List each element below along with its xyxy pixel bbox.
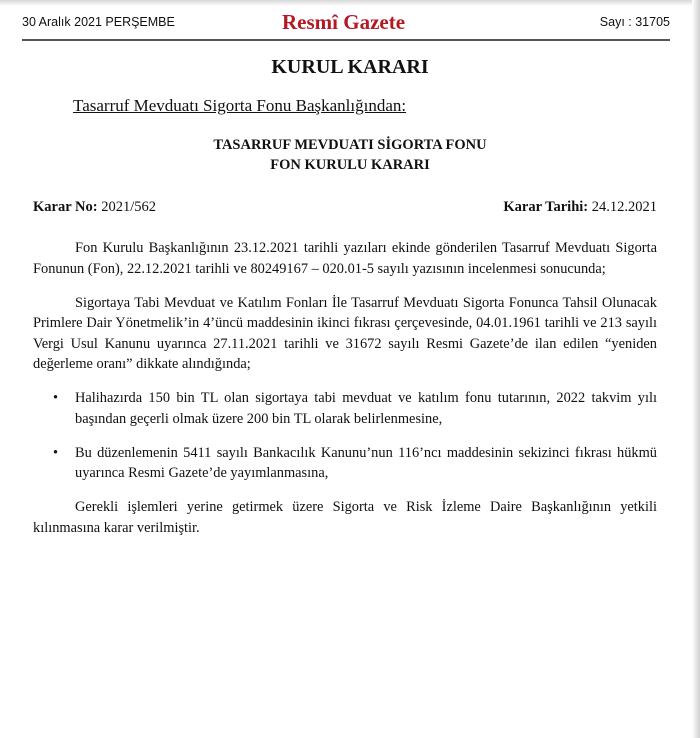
decision-number-label: Karar No: [33,199,98,215]
document-title-line-2: FON KURULU KARARI [270,157,430,173]
decision-date-label: Karar Tarihi: [503,199,589,215]
page-edge [692,0,700,738]
issue-date: 30 Aralık 2021 PERŞEMBE [22,15,175,29]
list-item [53,443,657,484]
decision-date [503,199,657,216]
authority-heading: Tasarruf Mevduatı Sigorta Fonu Başkanlığından: [73,96,407,115]
list-item-text: Halihazırda 150 bin TL olan sigortaya tabi mevduat ve katılım fonu tutarının, 2022 takvim yılı başından geçerli olmak üzere 200 bin TL olarak belirlenmesine, [75,390,657,427]
decision-date-value: 24.12.2021 [588,199,657,215]
document-title-line-1: TASARRUF MEVDUATI SİGORTA FONU [213,137,487,153]
gazette-header [22,12,670,34]
list-item [53,388,657,429]
decision-number [33,199,156,216]
bullet-icon: • [53,444,59,461]
closing-paragraph: Gerekli işlemleri yerine getirmek üzere Sigorta ve Risk İzleme Daire Başkanlığının yetkili kılınmasına karar verilmiştir. [33,499,657,536]
top-shadow [0,0,700,6]
decision-list [33,388,657,484]
section-title: KURUL KARARI [271,56,429,78]
paragraph: Fon Kurulu Başkanlığının 23.12.2021 tarihli yazıları ekinde gönderilen Tasarruf Mevduatı Sigorta Fonunun (Fon), 22.12.2021 tarihli ve 80249167 – 020.01-5 sayılı yazısının incelenmesi sonucunda; [33,240,657,277]
decision-number-value: 2021/562 [97,199,156,215]
header-divider [22,39,670,41]
issue-number: Sayı : 31705 [599,15,670,29]
bullet-icon: • [53,390,59,406]
decision-body [33,238,657,552]
list-item-text: Bu düzenlemenin 5411 sayılı Bankacılık Kanunu’nun 116’ncı maddesinin sekizinci fıkrası hükmü uyarınca Resmi Gazete’de yayımlanmasına, [75,444,657,481]
gazette-logo: Resmî Gazete [282,10,406,34]
paragraph: Sigortaya Tabi Mevduat ve Katılım Fonları İle Tasarruf Mevduatı Sigorta Fonunca Tahsil Olunacak Primlere Dair Yönetmelik’in 4’üncü maddesinin ikinci fıkrası çerçevesinde, 04.01.1961 tarihli ve 213 sayılı Vergi Usul Kanunu uyarınca 27.11.2021 tarihli ve 31672 sayılı Resmi Gazete’de ilan edilen “yeniden değerleme oranı” dikkate alındığında; [33,294,657,372]
